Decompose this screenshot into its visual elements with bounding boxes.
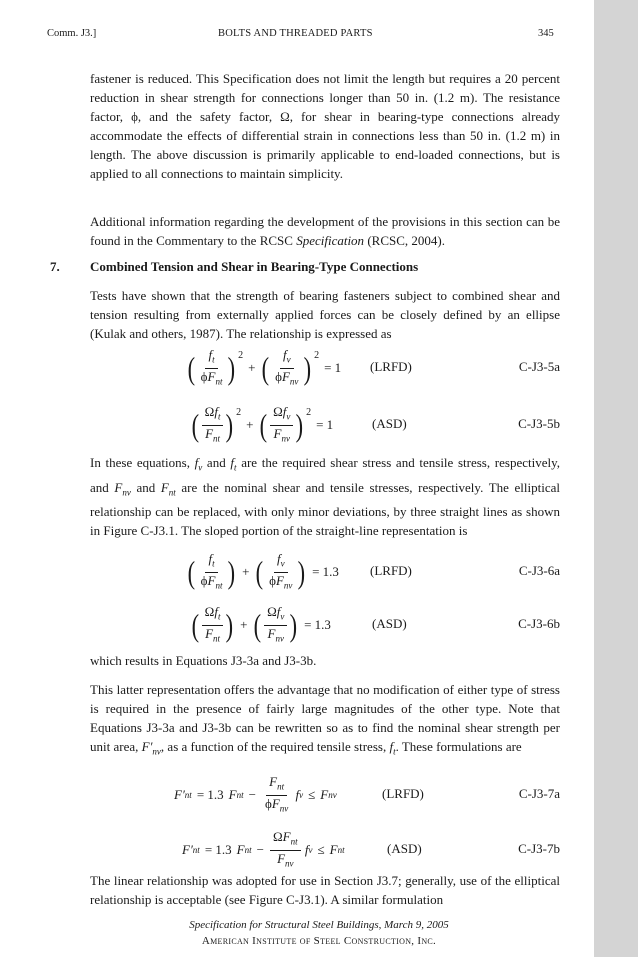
equation-c-j3-6b (90, 605, 560, 645)
paragraph-2-italic: Specification (296, 233, 365, 248)
footer-citation: Specification for Structural Steel Buildings, March 9, 2005 (189, 919, 449, 931)
paragraph-5: which results in Equations J3-3a and J3-3b. (90, 653, 317, 668)
equation-method: (ASD) (372, 616, 407, 631)
equation-method: (LRFD) (382, 786, 424, 801)
equation-number: C-J3-5b (518, 416, 560, 431)
paragraph-2-end: (RCSC, 2004). (364, 233, 445, 248)
equation-c-j3-5a (90, 348, 560, 388)
section-number: 7. (50, 259, 60, 274)
equation-method: (LRFD) (370, 563, 412, 578)
equation-number: C-J3-7b (518, 841, 560, 856)
equation-c-j3-6a (90, 552, 560, 592)
equation-c-j3-7a (90, 775, 560, 815)
equation-rhs: = 1.3 (312, 564, 339, 579)
equation-rhs: = 1 (324, 360, 342, 375)
page-margin-strip (594, 0, 638, 957)
equation-expression: ( $\frac{\Omega f_t}{F_{nt}}$ ) + ( $\frac{\Omega f_v}{F_{nv}}$ ) = 1.3 (191, 603, 331, 644)
equation-expression: ( $\frac{\Omega f_t}{F_{nt}}$ ) 2 + ( $\frac{\Omega f_v}{F_{nv}}$ ) 2 = 1 (191, 403, 334, 444)
section-title: Combined Tension and Shear in Bearing-Type Connections (90, 259, 419, 274)
page-number: 345 (538, 28, 554, 39)
equation-expression: F′ nt = 1.3 F nt − $\frac{\Omega F_{nt}}{F_{nv}}$ f v ≤ F nt (182, 828, 345, 869)
paragraph-2-text: Additional information regarding the development of the provisions in this section can be found in the Commentary to the RCSC (90, 214, 560, 248)
paragraph-2 (90, 212, 560, 250)
paragraph-6: This latter representation offers the advantage that no modification of either type of stress is required in the presence of fairly large magnitudes of the other type. Note that Equations J3-3a and J3-3b can be rewritten so as to find the nominal shear strength per unit area, $F'_{nv}$, as a function of the required tensile stress, $f_t$. These formulations are (90, 682, 560, 757)
running-head-left: Comm. J3.] (47, 28, 97, 39)
equation-c-j3-7b (90, 830, 560, 870)
equation-number: C-J3-5a (518, 359, 560, 374)
equation-method: (LRFD) (370, 359, 412, 374)
equation-number: C-J3-7a (518, 786, 560, 801)
paragraph-7: The linear relationship was adopted for use in Section J3.7; generally, use of the elliptical relationship is acceptable (see Figure C-J3.1). A similar formulation (90, 873, 560, 907)
equation-expression: ( $\frac{f_t}{\phi F_{nt}}$ ) 2 + ( $\frac{f_v}{\phi F_{nv}}$ ) 2 = 1 (187, 346, 342, 387)
paragraph-3: Tests have shown that the strength of bearing fasteners subject to combined shear and tension resulting from externally applied forces can be closely defined by an ellipse (Kulak and others, 1987). The relationship is expressed as (90, 288, 560, 341)
footer-publisher-text: American Institute of Steel Construction, Inc. (201, 935, 437, 947)
equation-expression: ( $\frac{f_t}{\phi F_{nt}}$ ) + ( $\frac{f_v}{\phi F_{nv}}$ ) = 1.3 (187, 550, 339, 591)
equation-c-j3-5b (90, 405, 560, 445)
equation-rhs: = 1.3 (304, 617, 331, 632)
equation-method: (ASD) (372, 416, 407, 431)
equation-expression: F′ nt = 1.3 F nt − $\frac{F_{nt}}{\phi F_{nv}}$ f v ≤ F nv (174, 773, 337, 814)
footer-publisher (0, 935, 638, 947)
running-head-title: BOLTS AND THREADED PARTS (218, 28, 373, 39)
equation-method: (ASD) (387, 841, 422, 856)
equation-number: C-J3-6a (518, 563, 560, 578)
paragraph-4: In these equations, $f_v$ and $f_t$ are the required shear stress and tensile stress, respectively, and $F_{nv}$ and $F_{nt}$ are the nominal shear and tensile stresses, respectively. The elliptical relationship can be replaced, with only minor deviations, by three straight lines as shown in Figure C-J3.1. The sloped portion of the straight-line representation is (90, 455, 560, 539)
paragraph-1: fastener is reduced. This Specification does not limit the length but requires a 20 percent reduction in shear strength for connections longer than 50 in. (1.2 m). The resistance factor, ϕ, and the safety factor, Ω, for shear in bearing-type connections already accommodate the effects of differential strain in connections less than 50 in. (1.2 m) in length. The above discussion is primarily applicable to end-loaded connections, but is applied to all connections to maintain simplicity. (90, 71, 560, 181)
equation-number: C-J3-6b (518, 616, 560, 631)
equation-rhs: = 1 (316, 417, 334, 432)
